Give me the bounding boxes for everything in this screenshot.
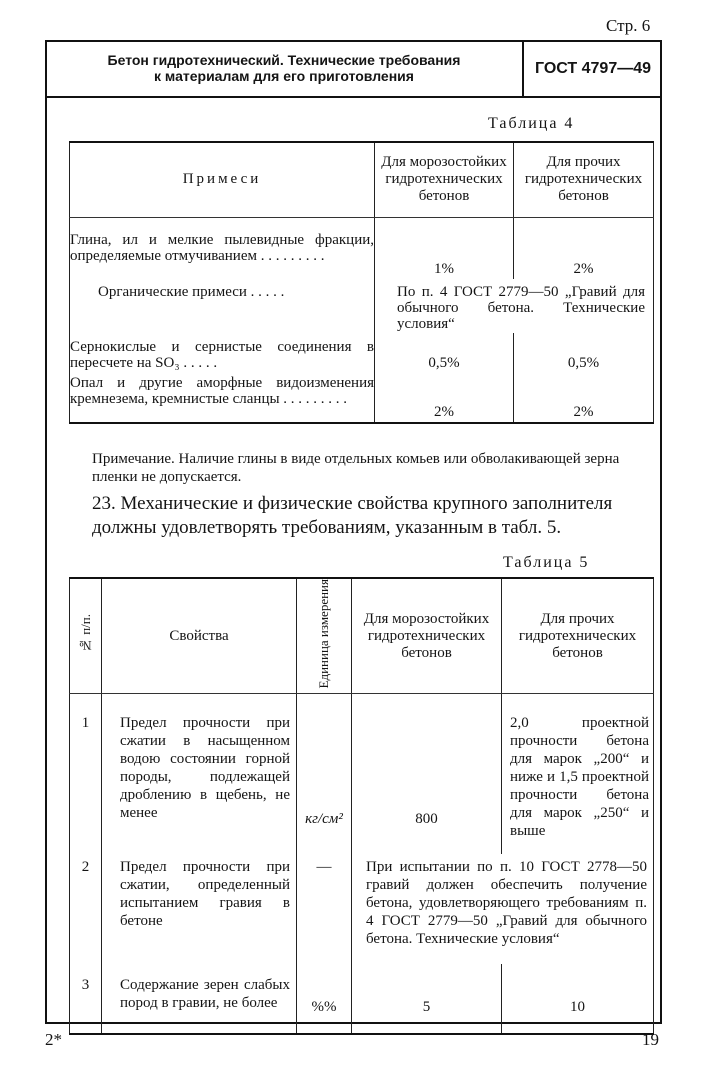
t5-row-property: Содержание зерен слабых пород в гравии, не более — [102, 964, 297, 1034]
table4-caption: Таблица 4 — [488, 115, 575, 132]
t5-header-number: № п/п. — [70, 578, 102, 694]
t5-header-frost-resistant: Для морозостойких гидротехнических бетонов — [352, 578, 502, 694]
table4-note: Примечание. Наличие глины в виде отдельных комьев или обволакивающей зерна пленки не допускается. — [92, 451, 620, 485]
t4-row-value-1: 1% — [375, 217, 514, 279]
gost-number: ГОСТ 4797—49 — [534, 60, 652, 77]
t4-row-value-1: 0,5% — [375, 333, 514, 373]
t5-row-number: 3 — [70, 964, 102, 1034]
t5-row — [70, 854, 654, 964]
t5-header-unit: Единица измерения — [297, 578, 352, 694]
title-line-1: Бетон гидротехнический. Технические требования — [107, 52, 461, 68]
t4-row-value-1: 2% — [375, 373, 514, 423]
t4-row-name: Глина, ил и мелкие пылевидные фракции, определяемые отмучиванием . . . . . . . . . — [70, 217, 375, 279]
t4-row — [70, 333, 654, 373]
t4-row-name: Органические примеси . . . . . — [70, 279, 375, 333]
t4-header-frost-resistant: Для морозостойких гидротехнических бетонов — [375, 142, 514, 217]
t5-row-value-1: 800 — [352, 694, 502, 854]
t4-row-name: Опал и другие аморфные видоизменения кремнезема, кремнистые сланцы . . . . . . . . . — [70, 373, 375, 423]
document-title — [50, 52, 518, 84]
t5-row — [70, 964, 654, 1034]
title-line-2: к материалам для его приготовления — [154, 68, 414, 84]
t4-header-other: Для прочих гидротехнических бетонов — [514, 142, 654, 217]
t5-row-number: 2 — [70, 854, 102, 964]
t5-row-merged-value: При испытании по п. 10 ГОСТ 2778—50 гравий должен обеспечить получение бетона, удовлетворяющего требованиям п. 4 ГОСТ 2779—50 „Гравий для обычного бетона. Технические условия“ — [352, 854, 654, 964]
t5-row-number: 1 — [70, 694, 102, 854]
t5-row-value-2: 10 — [502, 964, 654, 1034]
t4-row — [70, 217, 654, 279]
t5-row — [70, 694, 654, 854]
table5-caption: Таблица 5 — [503, 554, 590, 571]
t4-row-value-2: 0,5% — [514, 333, 654, 373]
t5-header-other: Для прочих гидротехнических бетонов — [502, 578, 654, 694]
footer-page-number: 19 — [642, 1030, 659, 1049]
t5-row-unit: кг/см² — [297, 694, 352, 854]
t5-row-value-1: 5 — [352, 964, 502, 1034]
t5-row-property: Предел прочности при сжатии в насыщенном водою состоянии горной породы, подлежащей дроблению в щебень, не менее — [102, 694, 297, 854]
table-5 — [69, 577, 654, 1035]
frame-left-rule — [45, 40, 47, 1024]
t4-row-merged-value: По п. 4 ГОСТ 2779—50 „Гравий для обычного бетона. Технические условия“ — [375, 279, 654, 333]
t5-row-property: Предел прочности при сжатии, определенный испытанием гравия в бетоне — [102, 854, 297, 964]
frame-right-rule — [660, 40, 662, 1024]
t4-row-value-2: 2% — [514, 373, 654, 423]
t4-header-impurities: Примеси — [70, 142, 375, 217]
t5-row-unit: — — [297, 854, 352, 964]
table-4 — [69, 141, 654, 424]
t4-row — [70, 279, 654, 333]
t4-row-name: Сернокислые и сернистые соединения в пересчете на SO₃ . . . . . — [70, 333, 375, 373]
page-reference: Стр. 6 — [606, 16, 651, 35]
t5-row-unit: %% — [297, 964, 352, 1034]
t5-row-value-2: 2,0 проектной прочности бетона для марок „200“ и ниже и 1,5 проектной прочности бетона для марок „250“ и выше — [502, 694, 654, 854]
footer-signature-mark: 2* — [45, 1030, 62, 1049]
paragraph-23: 23. Механические и физические свойства крупного заполнителя должны удовлетворять требованиям, указанным в табл. 5. — [92, 493, 613, 538]
t4-row-value-2: 2% — [514, 217, 654, 279]
t5-header-properties: Свойства — [102, 578, 297, 694]
t4-row — [70, 373, 654, 423]
